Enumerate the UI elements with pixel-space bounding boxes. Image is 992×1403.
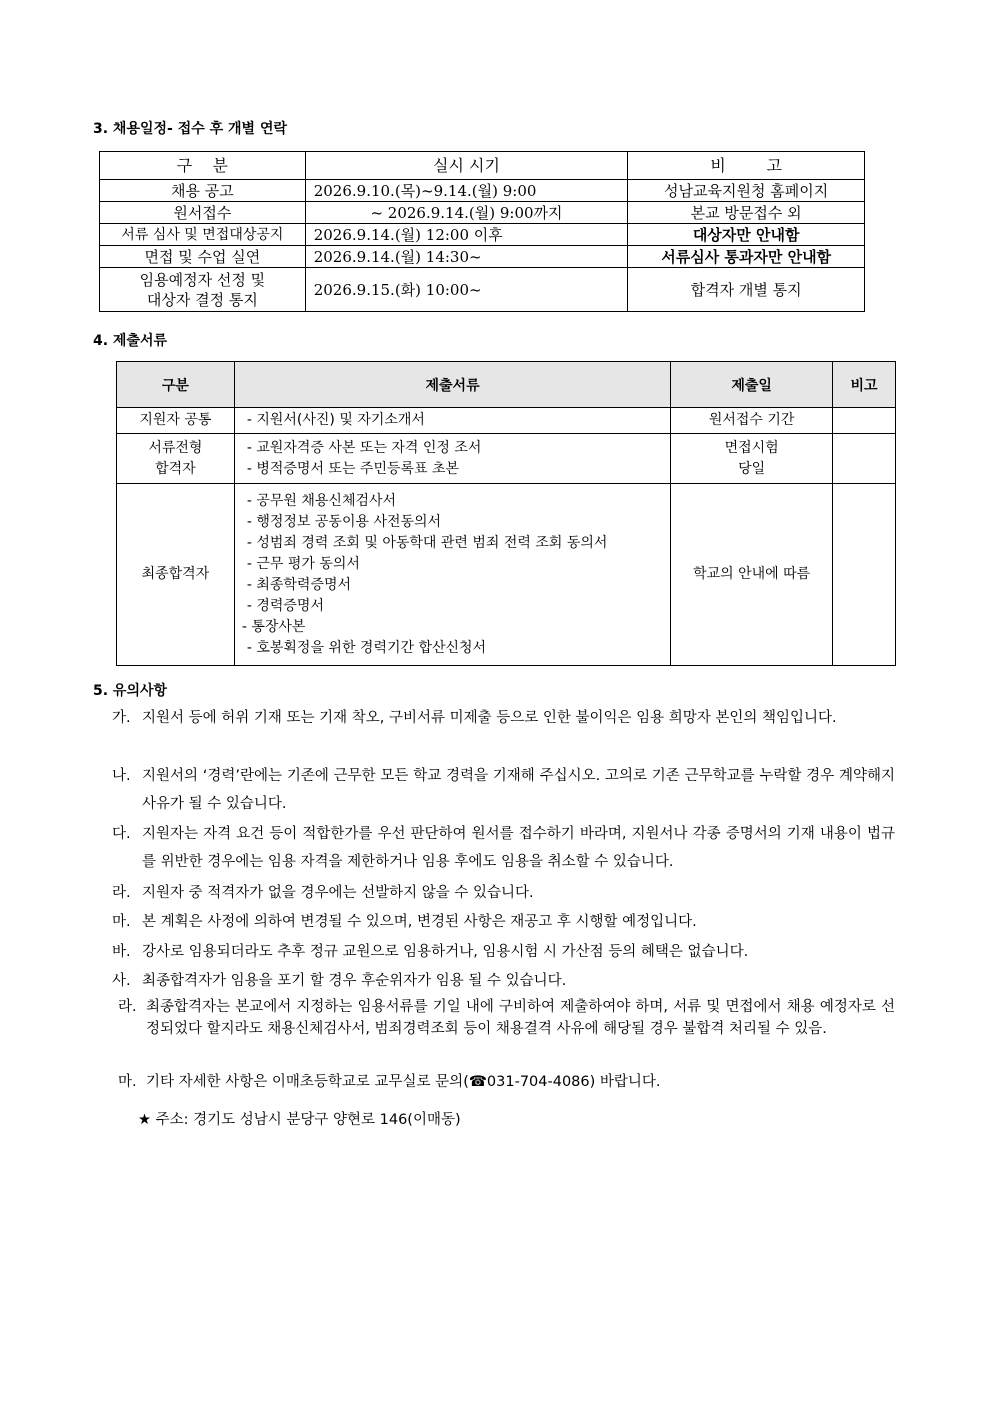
notice-text: 최종합격자가 임용을 포기 할 경우 후순위자가 임용 될 수 있습니다. bbox=[142, 973, 567, 989]
doc-item: - 성범죄 경력 조회 및 아동학대 관련 범죄 전력 조회 동의서 bbox=[246, 534, 608, 551]
notice-text: 강사로 임용되더라도 추후 정규 교원으로 임용하거나, 임용시험 시 가산점 등의 혜택은 없습니다. bbox=[142, 944, 749, 960]
row-note: 본교 방문접수 외 bbox=[628, 202, 865, 224]
header-category: 구분 bbox=[117, 362, 235, 408]
row-note: 대상자만 안내함 bbox=[628, 224, 865, 246]
schedule-table bbox=[99, 151, 865, 312]
row-date: 학교의 안내에 따름 bbox=[671, 484, 833, 666]
notice-label: 가. bbox=[112, 710, 131, 726]
row-date-line2: 당일 bbox=[738, 460, 766, 477]
row-period: 2026.9.15.(화) 10:00~ bbox=[305, 268, 628, 312]
header-date: 제출일 bbox=[671, 362, 833, 408]
doc-item: - 행정정보 공동이용 사전동의서 bbox=[246, 513, 442, 530]
row-note: 성남교육지원청 홈페이지 bbox=[628, 180, 865, 202]
row-note: 서류심사 통과자만 안내함 bbox=[628, 246, 865, 268]
table-row bbox=[100, 246, 865, 268]
documents-table bbox=[116, 361, 896, 666]
row-period: 2026.9.10.(목)~9.14.(월) 9:00 bbox=[305, 180, 628, 202]
notice-label: 나. bbox=[112, 768, 131, 784]
row-period: 2026.9.14.(월) 14:30~ bbox=[305, 246, 628, 268]
row-category-line1: 임용예정자 선정 및 bbox=[139, 270, 266, 289]
row-category: 원서접수 bbox=[100, 202, 306, 224]
row-note bbox=[833, 484, 896, 666]
row-category bbox=[100, 268, 306, 312]
doc-item: - 근무 평가 동의서 bbox=[246, 555, 360, 572]
section4-title: 4. 제출서류 bbox=[93, 333, 168, 349]
doc-item: - 호봉획정을 위한 경력기간 합산신청서 bbox=[246, 639, 487, 656]
doc-item: - 경력증명서 bbox=[246, 597, 324, 614]
notice-label: 바. bbox=[112, 944, 131, 960]
row-category: 면접 및 수업 실연 bbox=[100, 246, 306, 268]
table-row bbox=[100, 224, 865, 246]
doc-item: - 통장사본 bbox=[241, 618, 306, 635]
row-docs bbox=[234, 434, 670, 484]
notice-text: 최종합격자는 본교에서 지정하는 임용서류를 기일 내에 구비하여 제출하여야 하며, 서류 및 면접에서 채용 예정자로 선정되었다 할지라도 채용신체검사서, 범죄경력조회 등이 채용결격 사유에 해당될 경우 불합격 처리될 수 있음. bbox=[146, 999, 895, 1037]
header-category: 구 분 bbox=[100, 152, 306, 180]
notice-label: 마. bbox=[118, 1074, 137, 1090]
doc-item: - 교원자격증 사본 또는 자격 인정 조서 bbox=[246, 439, 482, 456]
row-period: ~ 2026.9.14.(월) 9:00까지 bbox=[305, 202, 628, 224]
notice-text: 기타 자세한 사항은 이매초등학교로 교무실로 문의(☎031-704-4086) 바랍니다. bbox=[146, 1074, 661, 1090]
doc-item: - 공무원 채용신체검사서 bbox=[246, 492, 397, 509]
row-note bbox=[833, 434, 896, 484]
notice-label: 라. bbox=[112, 885, 131, 901]
notice-label: 마. bbox=[112, 914, 131, 930]
row-date bbox=[671, 434, 833, 484]
notice-text: 지원자 중 적격자가 없을 경우에는 선발하지 않을 수 있습니다. bbox=[142, 885, 534, 901]
row-category-line2: 대상자 결정 통지 bbox=[146, 290, 258, 309]
header-note: 비고 bbox=[833, 362, 896, 408]
doc-item: - 지원서(사진) 및 자기소개서 bbox=[246, 412, 425, 428]
row-date: 원서접수 기간 bbox=[671, 408, 833, 434]
notice-text: 지원자는 자격 요건 등이 적합한가를 우선 판단하여 원서를 접수하기 바라며, 지원서나 각종 증명서의 기재 내용이 법규를 위반한 경우에는 임용 자격을 제한하거나 임용 후에도 임용을 취소할 수 있습니다. bbox=[142, 826, 895, 870]
table-row bbox=[117, 484, 896, 666]
header-period: 실시 시기 bbox=[305, 152, 628, 180]
section5-title: 5. 유의사항 bbox=[93, 683, 168, 699]
table-row bbox=[100, 202, 865, 224]
row-category: 서류 심사 및 면접대상공지 bbox=[100, 224, 306, 246]
row-category: 지원자 공통 bbox=[117, 408, 235, 434]
doc-item: - 병적증명서 또는 주민등록표 초본 bbox=[246, 460, 460, 477]
row-docs bbox=[234, 484, 670, 666]
row-note: 합격자 개별 통지 bbox=[628, 268, 865, 312]
table-row bbox=[100, 180, 865, 202]
row-note bbox=[833, 408, 896, 434]
row-category-line1: 서류전형 bbox=[148, 439, 203, 456]
doc-item: - 최종학력증명서 bbox=[246, 576, 352, 593]
row-period: 2026.9.14.(월) 12:00 이후 bbox=[305, 224, 628, 246]
row-category: 최종합격자 bbox=[117, 484, 235, 666]
header-note: 비 고 bbox=[628, 152, 865, 180]
row-category bbox=[117, 434, 235, 484]
row-category-line2: 합격자 bbox=[155, 460, 196, 477]
table-row bbox=[100, 268, 865, 312]
section3-title: 3. 채용일정- 접수 후 개별 연락 bbox=[93, 121, 288, 137]
header-docs: 제출서류 bbox=[234, 362, 670, 408]
row-docs bbox=[234, 408, 670, 434]
table-header-row bbox=[100, 152, 865, 180]
notice-label: 사. bbox=[112, 973, 131, 989]
notice-text: 지원서 등에 허위 기재 또는 기재 착오, 구비서류 미제출 등으로 인한 불이익은 임용 희망자 본인의 책임입니다. bbox=[142, 710, 837, 726]
notice-label: 다. bbox=[112, 826, 131, 842]
notice-text: 지원서의 ‘경력’란에는 기존에 근무한 모든 학교 경력을 기재해 주십시오. 고의로 기존 근무학교를 누락할 경우 계약해지 사유가 될 수 있습니다. bbox=[142, 768, 895, 812]
table-row bbox=[117, 408, 896, 434]
row-date-line1: 면접시험 bbox=[724, 439, 779, 456]
notice-label: 라. bbox=[118, 999, 137, 1015]
table-header-row bbox=[117, 362, 896, 408]
row-category: 채용 공고 bbox=[100, 180, 306, 202]
table-row bbox=[117, 434, 896, 484]
school-address: ★ 주소: 경기도 성남시 분당구 양현로 146(이매동) bbox=[138, 1112, 461, 1128]
notice-text: 본 계획은 사정에 의하여 변경될 수 있으며, 변경된 사항은 재공고 후 시행할 예정입니다. bbox=[142, 914, 697, 930]
